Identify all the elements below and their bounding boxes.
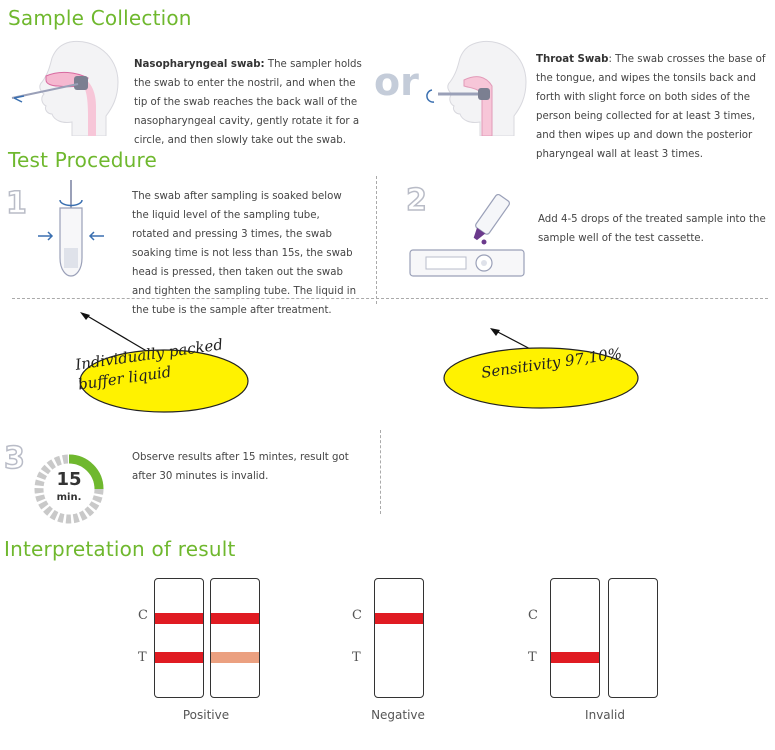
divider-vertical-top — [376, 176, 377, 304]
rotate-arrow-icon — [427, 90, 434, 102]
throat-swab-illustration — [420, 36, 530, 136]
step-2-text: Add 4-5 drops of the treated sample into the sample well of the test cassette. — [538, 214, 766, 244]
positive-caption: Positive — [182, 708, 230, 722]
invalid-strip-blank — [608, 578, 658, 698]
invalid-t-label: T — [528, 650, 537, 665]
negative-strip — [374, 578, 424, 698]
timer-unit: min. — [56, 492, 82, 503]
control-line — [211, 613, 259, 624]
positive-strip-faint — [210, 578, 260, 698]
positive-strip-strong — [154, 578, 204, 698]
control-line — [375, 613, 423, 624]
or-separator: or — [374, 60, 419, 104]
negative-c-label: C — [352, 608, 362, 623]
press-arrow-right-icon — [90, 232, 104, 240]
buffer-callout-text: Individually packed buffer liquid — [74, 335, 225, 394]
test-cassette-illustration — [406, 192, 528, 280]
press-arrow-left-icon — [38, 232, 52, 240]
nasopharyngeal-body: The sampler holds the swab to enter the nostril, and when the tip of the swab reaches the back wall of the nasopharyngeal cavity, gently rotate it for a circle, and then slowly take out the swab. — [134, 59, 362, 146]
nasopharyngeal-swab-illustration — [10, 36, 128, 136]
sample-collection-heading: Sample Collection — [8, 6, 192, 30]
test-line — [551, 652, 599, 663]
invalid-c-label: C — [528, 608, 538, 623]
throat-description — [536, 50, 768, 164]
step-1-text: The swab after sampling is soaked below the liquid level of the sampling tube, rotated and pressing 3 times, the swab soaking time is not less than 15s, the swab head is pressed, then taken out the swab and tighten the sampling tube. The liquid in the tube is the sample after treatment. — [132, 191, 357, 316]
control-line — [155, 613, 203, 624]
negative-t-label: T — [352, 650, 361, 665]
throat-body: : The swab crosses the base of the tongue, and wipes the tonsils back and forth with slight force on both sides of the person being collected for at least 3 times, and then wipes up and down the posterior pharyngeal wall at least 3 times. — [536, 54, 766, 160]
step-3-text: Observe results after 15 mintes, result got after 30 minutes is invalid. — [132, 452, 349, 482]
sampling-tube-illustration — [34, 178, 106, 280]
negative-caption: Negative — [371, 708, 425, 722]
nasopharyngeal-description — [134, 55, 364, 150]
step-3-number: 3 — [4, 441, 25, 476]
step-2-number: 2 — [406, 183, 427, 218]
sensitivity-callout-text: Sensitivity 97,10% — [480, 344, 623, 382]
step-1-number: 1 — [6, 186, 27, 221]
test-line-faint — [211, 652, 259, 663]
test-procedure-heading: Test Procedure — [8, 148, 158, 172]
swab-tip-shape — [74, 76, 88, 90]
positive-t-label: T — [138, 650, 147, 665]
divider-vertical-bottom — [380, 430, 381, 514]
interpretation-heading: Interpretation of result — [4, 537, 236, 561]
positive-c-label: C — [138, 608, 148, 623]
divider-horizontal — [12, 298, 768, 299]
invalid-caption: Invalid — [585, 708, 625, 722]
invalid-strip-test-only — [550, 578, 600, 698]
timer-value: 15 — [56, 469, 82, 490]
nasopharyngeal-title: Nasopharyngeal swab: — [134, 59, 265, 70]
test-line — [155, 652, 203, 663]
throat-title: Throat Swab — [536, 54, 609, 65]
